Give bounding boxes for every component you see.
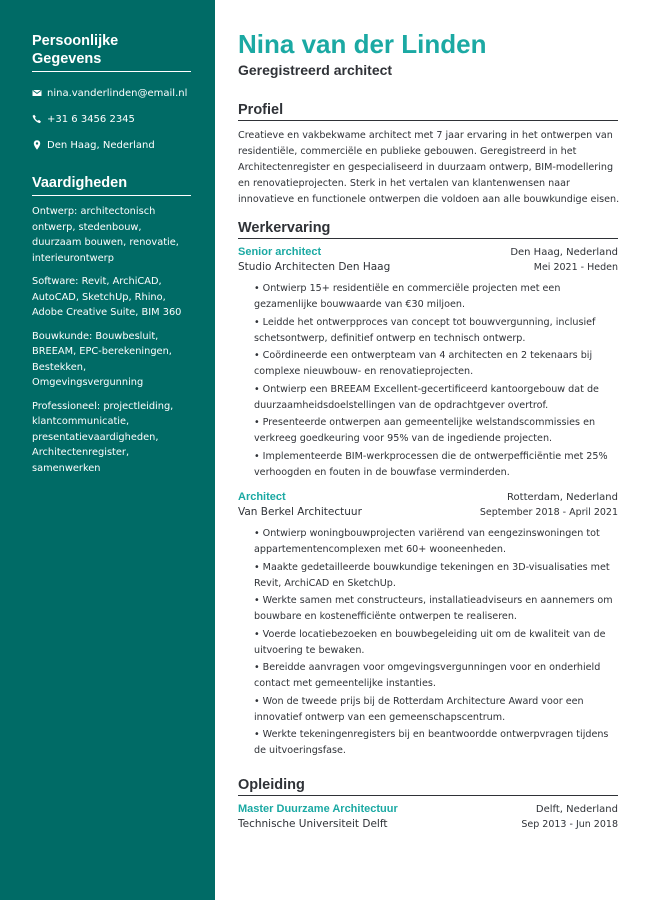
personal-details-heading: Persoonlijke Gegevens (32, 32, 191, 72)
list-item: • Coördineerde een ontwerpteam van 4 architecten en 2 tekenaars bij complexe nieuwbouw- en renovatieprojecten. (254, 350, 593, 377)
list-item: • Maakte gedetailleerde bouwkundige tekeningen en 3D-visualisaties met Revit, ArchiCAD en SketchUp. (254, 561, 610, 589)
contact-phone[interactable] (32, 106, 191, 132)
job-role: Senior architect (238, 246, 322, 258)
education-location: Delft, Nederland (535, 804, 618, 815)
education-entry (238, 803, 618, 833)
skill-design: Ontwerp: architectonisch ontwerp, stedenbouw, duurzaam bouwen, renovatie, interieurontwerp (32, 206, 179, 264)
job-company: Studio Architecten Den Haag (238, 261, 391, 273)
list-item: • Bereidde aanvragen voor omgevingsvergunningen voor en onderhield contact met gemeentelijke instanties. (254, 662, 601, 689)
candidate-name: Nina van der Linden (238, 29, 487, 59)
list-item: • Won de tweede prijs bij de Rotterdam Architecture Award voor een innovatief ontwerp van een gemeenschapscentrum. (254, 695, 584, 723)
profile-heading: Profiel (238, 102, 618, 121)
job-entry (238, 491, 618, 761)
skill-professional: Professioneel: projectleiding, klantcommunicatie, presentatievaardigheden, Architectenregister, samenwerken (32, 400, 174, 474)
school-name: Technische Universiteit Delft (238, 818, 388, 830)
email-text: nina.vanderlinden@email.nl (47, 87, 188, 99)
job-bullets (254, 281, 614, 481)
job-location: Den Haag, Nederland (510, 247, 618, 258)
phone-text: +31 6 3456 2345 (47, 113, 135, 125)
list-item: • Implementeerde BIM-werkprocessen die de ontwerpefficiëntie met 25% verhoogden en fouten in de bouwfase verminderden. (254, 450, 608, 478)
location-text: Den Haag, Nederland (47, 139, 155, 151)
skills-heading: Vaardigheden (32, 174, 191, 196)
experience-heading: Werkervaring (238, 220, 618, 239)
list-item: • Voerde locatiebezoeken en bouwbegeleiding uit om de kwaliteit van de uitvoering te bewaken. (254, 628, 606, 656)
contact-email[interactable] (32, 80, 191, 106)
skill-software: Software: Revit, ArchiCAD, AutoCAD, SketchUp, Rhino, Adobe Creative Suite, BIM 360 (32, 276, 182, 318)
list-item: • Ontwierp 15+ residentiële en commerciële projecten met een gezamenlijke bouwwaarde van €30 miljoen. (254, 283, 561, 310)
job-entry (238, 246, 618, 482)
job-role: Architect (238, 491, 286, 503)
degree-title: Master Duurzame Architectuur (238, 803, 398, 815)
list-item: • Presenteerde ontwerpen aan gemeentelijke welstandscommissies en verkreeg goedkeuring voor 95% van de ingediende projecten. (254, 417, 596, 444)
education-dates: Sep 2013 - Jun 2018 (521, 819, 618, 830)
sidebar (0, 0, 215, 900)
list-item: • Ontwierp woningbouwprojecten variërend van eengezinswoningen tot appartementencomplexen met 60+ wooneenheden. (254, 528, 600, 555)
list-item: • Werkte tekeningenregisters bij en beantwoordde ontwerpvragen tijdens de uitvoeringsfase. (254, 729, 609, 756)
job-dates: Mei 2021 - Heden (533, 262, 618, 273)
list-item: • Leidde het ontwerpproces van concept tot bouwvergunning, inclusief schetsontwerp, definitief ontwerp en technisch ontwerp. (254, 316, 596, 344)
profile-text: Creatieve en vakbekwame architect met 7 jaar ervaring in het ontwerpen van residentiële, commerciële en publieke gebouwen. Geregistreerd in het Architectenregister en gespecialiseerd in duurzaam ontwerp, BIM-modellering en renovatieprojecten. Sterk in het vertalen van klantenwensen naar innovatieve en functionele ontwerpen die voldoen aan alle bouwkundige eisen. (238, 130, 620, 205)
skill-building: Bouwkunde: Bouwbesluit, BREEAM, EPC-berekeningen, Bestekken, Omgevingsvergunning (32, 330, 172, 388)
job-title: Geregistreerd architect (238, 62, 393, 78)
list-item: • Werkte samen met constructeurs, installatieadviseurs en aannemers om bouwbare en kostenefficiënte ontwerpen te realiseren. (254, 595, 613, 622)
phone-icon (32, 114, 47, 124)
list-item: • Ontwierp een BREEAM Excellent-gecertificeerd kantoorgebouw dat de duurzaamheidsdoelstellingen van de opdrachtgever overtrof. (254, 383, 599, 411)
contact-location (32, 132, 191, 158)
education-heading: Opleiding (238, 777, 618, 796)
job-bullets (254, 526, 614, 759)
job-location: Rotterdam, Nederland (507, 492, 618, 503)
location-pin-icon (32, 140, 47, 150)
job-dates: September 2018 - April 2021 (479, 507, 618, 518)
job-company: Van Berkel Architectuur (238, 506, 362, 518)
mail-icon (32, 88, 47, 98)
